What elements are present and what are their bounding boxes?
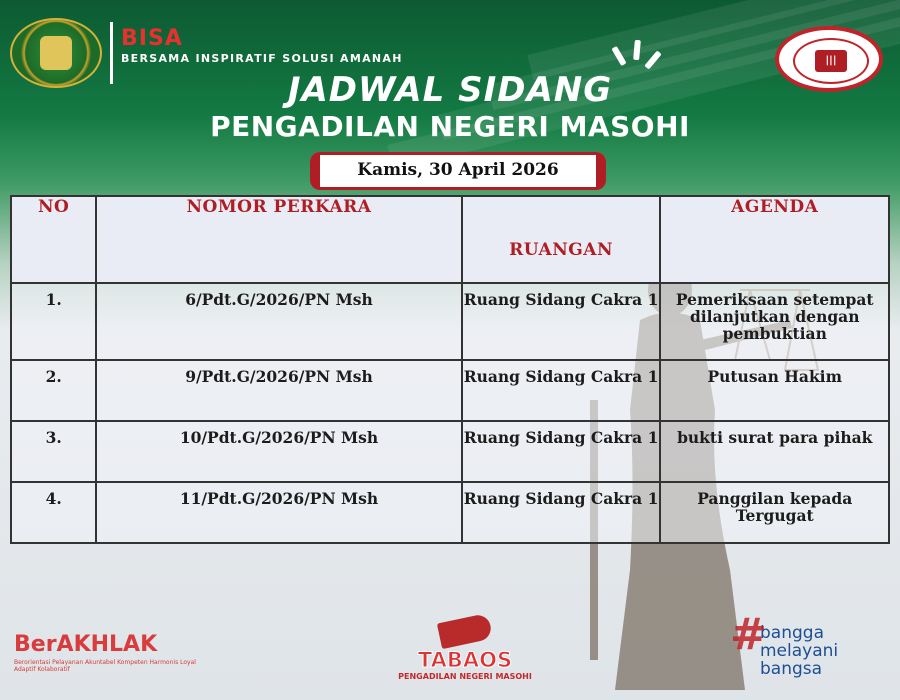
header-agenda: AGENDA	[660, 196, 889, 283]
tabaos-text: TABAOS	[417, 648, 513, 672]
cell-ruangan: Ruang Sidang Cakra 1	[462, 482, 661, 543]
bangga-melayani-bangsa-logo	[730, 609, 839, 679]
cell-agenda: bukti surat para pihak	[660, 421, 889, 482]
page-subtitle: PENGADILAN NEGERI MASOHI	[210, 110, 690, 143]
date-text: Kamis, 30 April 2026	[357, 160, 559, 180]
sertifikasi-mutu-badge-icon: |||	[775, 26, 883, 92]
header-nomor-perkara: NOMOR PERKARA	[96, 196, 461, 283]
cell-ruangan: Ruang Sidang Cakra 1	[462, 283, 661, 360]
bisa-logo-text: BISA	[121, 26, 183, 51]
bangga-word-2: melayani	[760, 641, 839, 661]
megaphone-icon	[437, 613, 493, 649]
bangga-word-3: bangsa	[760, 659, 823, 679]
cell-no: 3.	[11, 421, 96, 482]
cell-no: 2.	[11, 360, 96, 421]
cell-perkara: 11/Pdt.G/2026/PN Msh	[96, 482, 461, 543]
table-header-row	[11, 196, 889, 283]
cell-agenda: Pemeriksaan setempat dilanjutkan dengan pembuktian	[660, 283, 889, 360]
cell-perkara: 6/Pdt.G/2026/PN Msh	[96, 283, 461, 360]
bangga-word-1: bangga	[760, 623, 824, 643]
cell-no: 1.	[11, 283, 96, 360]
header-no: NO	[11, 196, 96, 283]
berakhlak-subtext: Berorientasi Pelayanan Akuntabel Kompeten Harmonis Loyal Adaptif Kolaboratif	[14, 659, 196, 673]
cell-agenda: Panggilan kepada Tergugat	[660, 482, 889, 543]
berakhlak-text: BerAKHLAK	[14, 632, 158, 657]
table-row	[11, 421, 889, 482]
motto-text: BERSAMA INSPIRATIF SOLUSI AMANAH	[121, 52, 403, 65]
page-title: JADWAL SIDANG	[287, 70, 613, 110]
tabaos-subtext: PENGADILAN NEGERI MASOHI	[398, 672, 532, 681]
table-row	[11, 360, 889, 421]
cell-agenda: Putusan Hakim	[660, 360, 889, 421]
table-row	[11, 482, 889, 543]
berakhlak-logo	[14, 632, 204, 673]
cell-perkara: 10/Pdt.G/2026/PN Msh	[96, 421, 461, 482]
cell-no: 4.	[11, 482, 96, 543]
cell-ruangan: Ruang Sidang Cakra 1	[462, 360, 661, 421]
tabaos-logo	[390, 618, 540, 681]
table-row	[11, 283, 889, 360]
schedule-table	[10, 195, 890, 525]
cell-perkara: 9/Pdt.G/2026/PN Msh	[96, 360, 461, 421]
cell-ruangan: Ruang Sidang Cakra 1	[462, 421, 661, 482]
header-ruangan: RUANGAN	[462, 196, 661, 283]
hashtag-icon: #	[730, 609, 767, 660]
